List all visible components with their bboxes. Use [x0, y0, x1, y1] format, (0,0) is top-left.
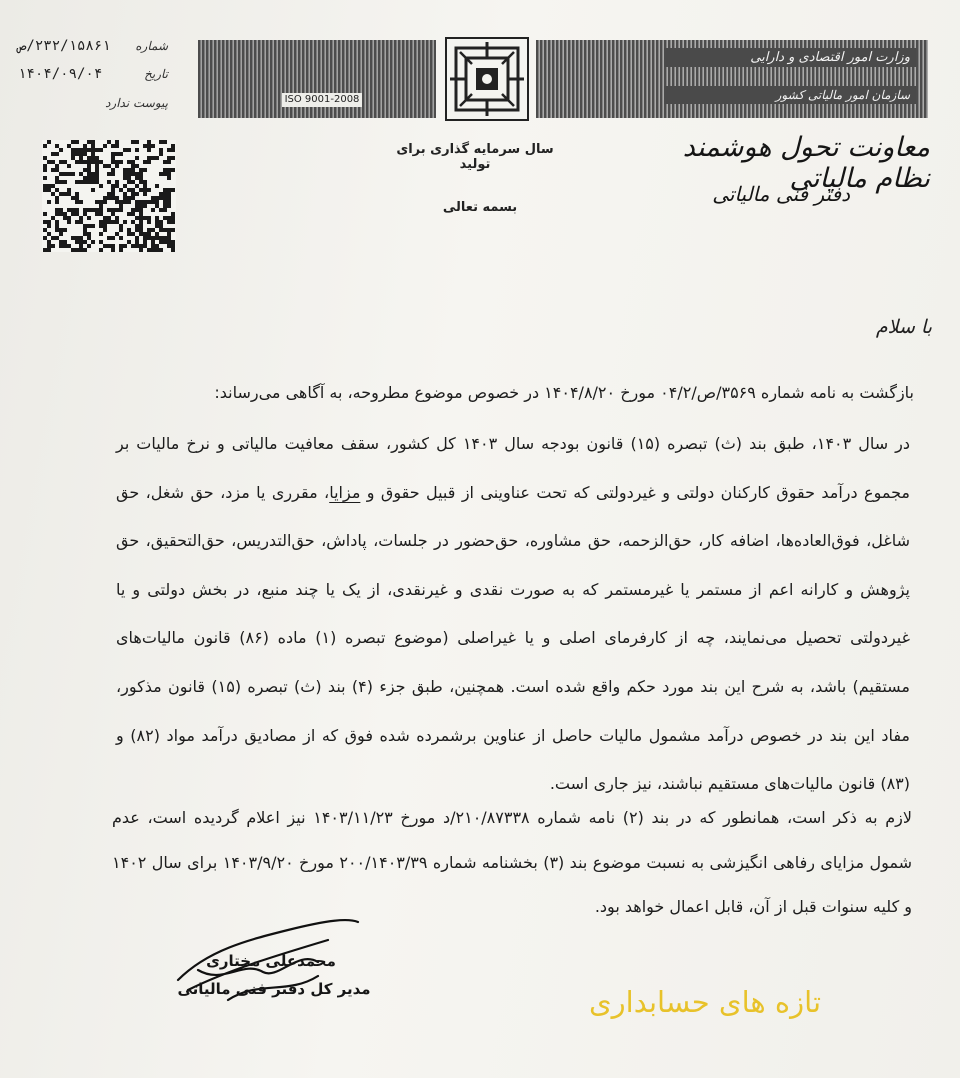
attachment-note: پیوست ندارد [105, 96, 168, 110]
number-label: شماره [135, 39, 168, 53]
salutation: با سلام [875, 316, 932, 338]
date-row [18, 66, 168, 94]
deputy-title: معاونت تحول هوشمند نظام مالیاتی [682, 132, 930, 194]
letter-meta [18, 38, 168, 110]
paragraph-closing: لازم به ذکر است، همانطور که در بند (۲) نامه شماره ۲۱۰/۸۷۳۳۸/د مورخ ۱۴۰۳/۱۱/۲۳ نیز اعلام گردیده است، عدم شمول مزایای رفاهی انگیزشی به نسبت موضوع بند (۳) بخشنامه شماره ۲۰۰/۱۴۰۳/۳۹ مورخ ۱۴۰۳/۹/۲۰ برای سال ۱۴۰۲ و کلیه سنوات قبل از آن، قابل اعمال خواهد بود. [112, 808, 913, 916]
paragraph-main [116, 420, 910, 809]
office-title: دفتر فنی مالیاتی [712, 182, 850, 206]
signer-name: محمدعلی مختاری [206, 952, 336, 970]
tax-organization-emblem-icon [444, 36, 530, 122]
paragraph-intro: بازگشت به نامه شماره ۳۵۶۹/ص/۰۴/۲ مورخ ۱۴۰۴/۸/۲۰ در خصوص موضوع مطروحه، به آگاهی می‌رساند: [214, 383, 914, 402]
paragraph-main-part2: ، مقرری یا مزد، حق شغل، حق شاغل، فوق‌العاده‌ها، اضافه کار، حق‌الزحمه، حق مشاوره، حق‌حضور در جلسات، پاداش، حق‌التدریس، حق‌التحقیق، حق پژوهش و کارانه اعم از مستمر یا غیرمستمر که به صورت نقدی و غیرنقدی، از یک یا چند منبع، در بخش دولتی و یا غیردولتی تحصیل می‌نمایند، چه از کارفرمای اصلی و یا غیراصلی (موضوع تبصره (۱) ماده (۸۶) قانون مالیات‌های مستقیم) باشد، به شرح این بند مورد حکم واقع شده است. همچنین، طبق جزء (۴) بند (ث) تبصره (۱۵) قانون مذکور، مفاد این بند در خصوص درآمد مشمول مالیات حاصل از عناوین برشمرده شده فوق که از مصادیق درآمد مواد (۸۲) و (۸۳) قانون مالیات‌های مستقیم نباشند، نیز جاری است. [116, 482, 911, 794]
qr-code-icon [42, 140, 176, 252]
number-value: ۲۳۲/۱۵۸۶۱/ص [18, 38, 111, 54]
watermark-text: تازه های حسابداری [588, 985, 822, 1019]
year-slogan: سال سرمایه گذاری برای تولید [396, 142, 554, 172]
date-label: تاریخ [144, 67, 168, 81]
paragraph-main-underlined: مزایا [329, 482, 361, 502]
bismillah-heading: بسمه تعالی [442, 200, 518, 215]
number-row [18, 38, 168, 66]
iso-label: ISO 9001-2008 [282, 93, 362, 107]
organization-name: سازمان امور مالیاتی کشور [664, 86, 916, 104]
signer-title: مدیر کل دفتر فنی مالیاتی [177, 980, 371, 998]
ministry-name: وزارت امور اقتصادی و دارایی [664, 48, 916, 67]
paragraph-main-part1: در سال ۱۴۰۳، طبق بند (ث) تبصره (۱۵) قانون بودجه سال ۱۴۰۳ کل کشور، سقف معافیت مالیاتی و نرخ مالیات بر مجموع درآمد حقوق کارکنان دولتی و غیردولتی که تحت عناوینی از قبیل حقوق و [116, 434, 910, 502]
date-value: ۱۴۰۴/۰۹/۰۴ [18, 66, 103, 82]
